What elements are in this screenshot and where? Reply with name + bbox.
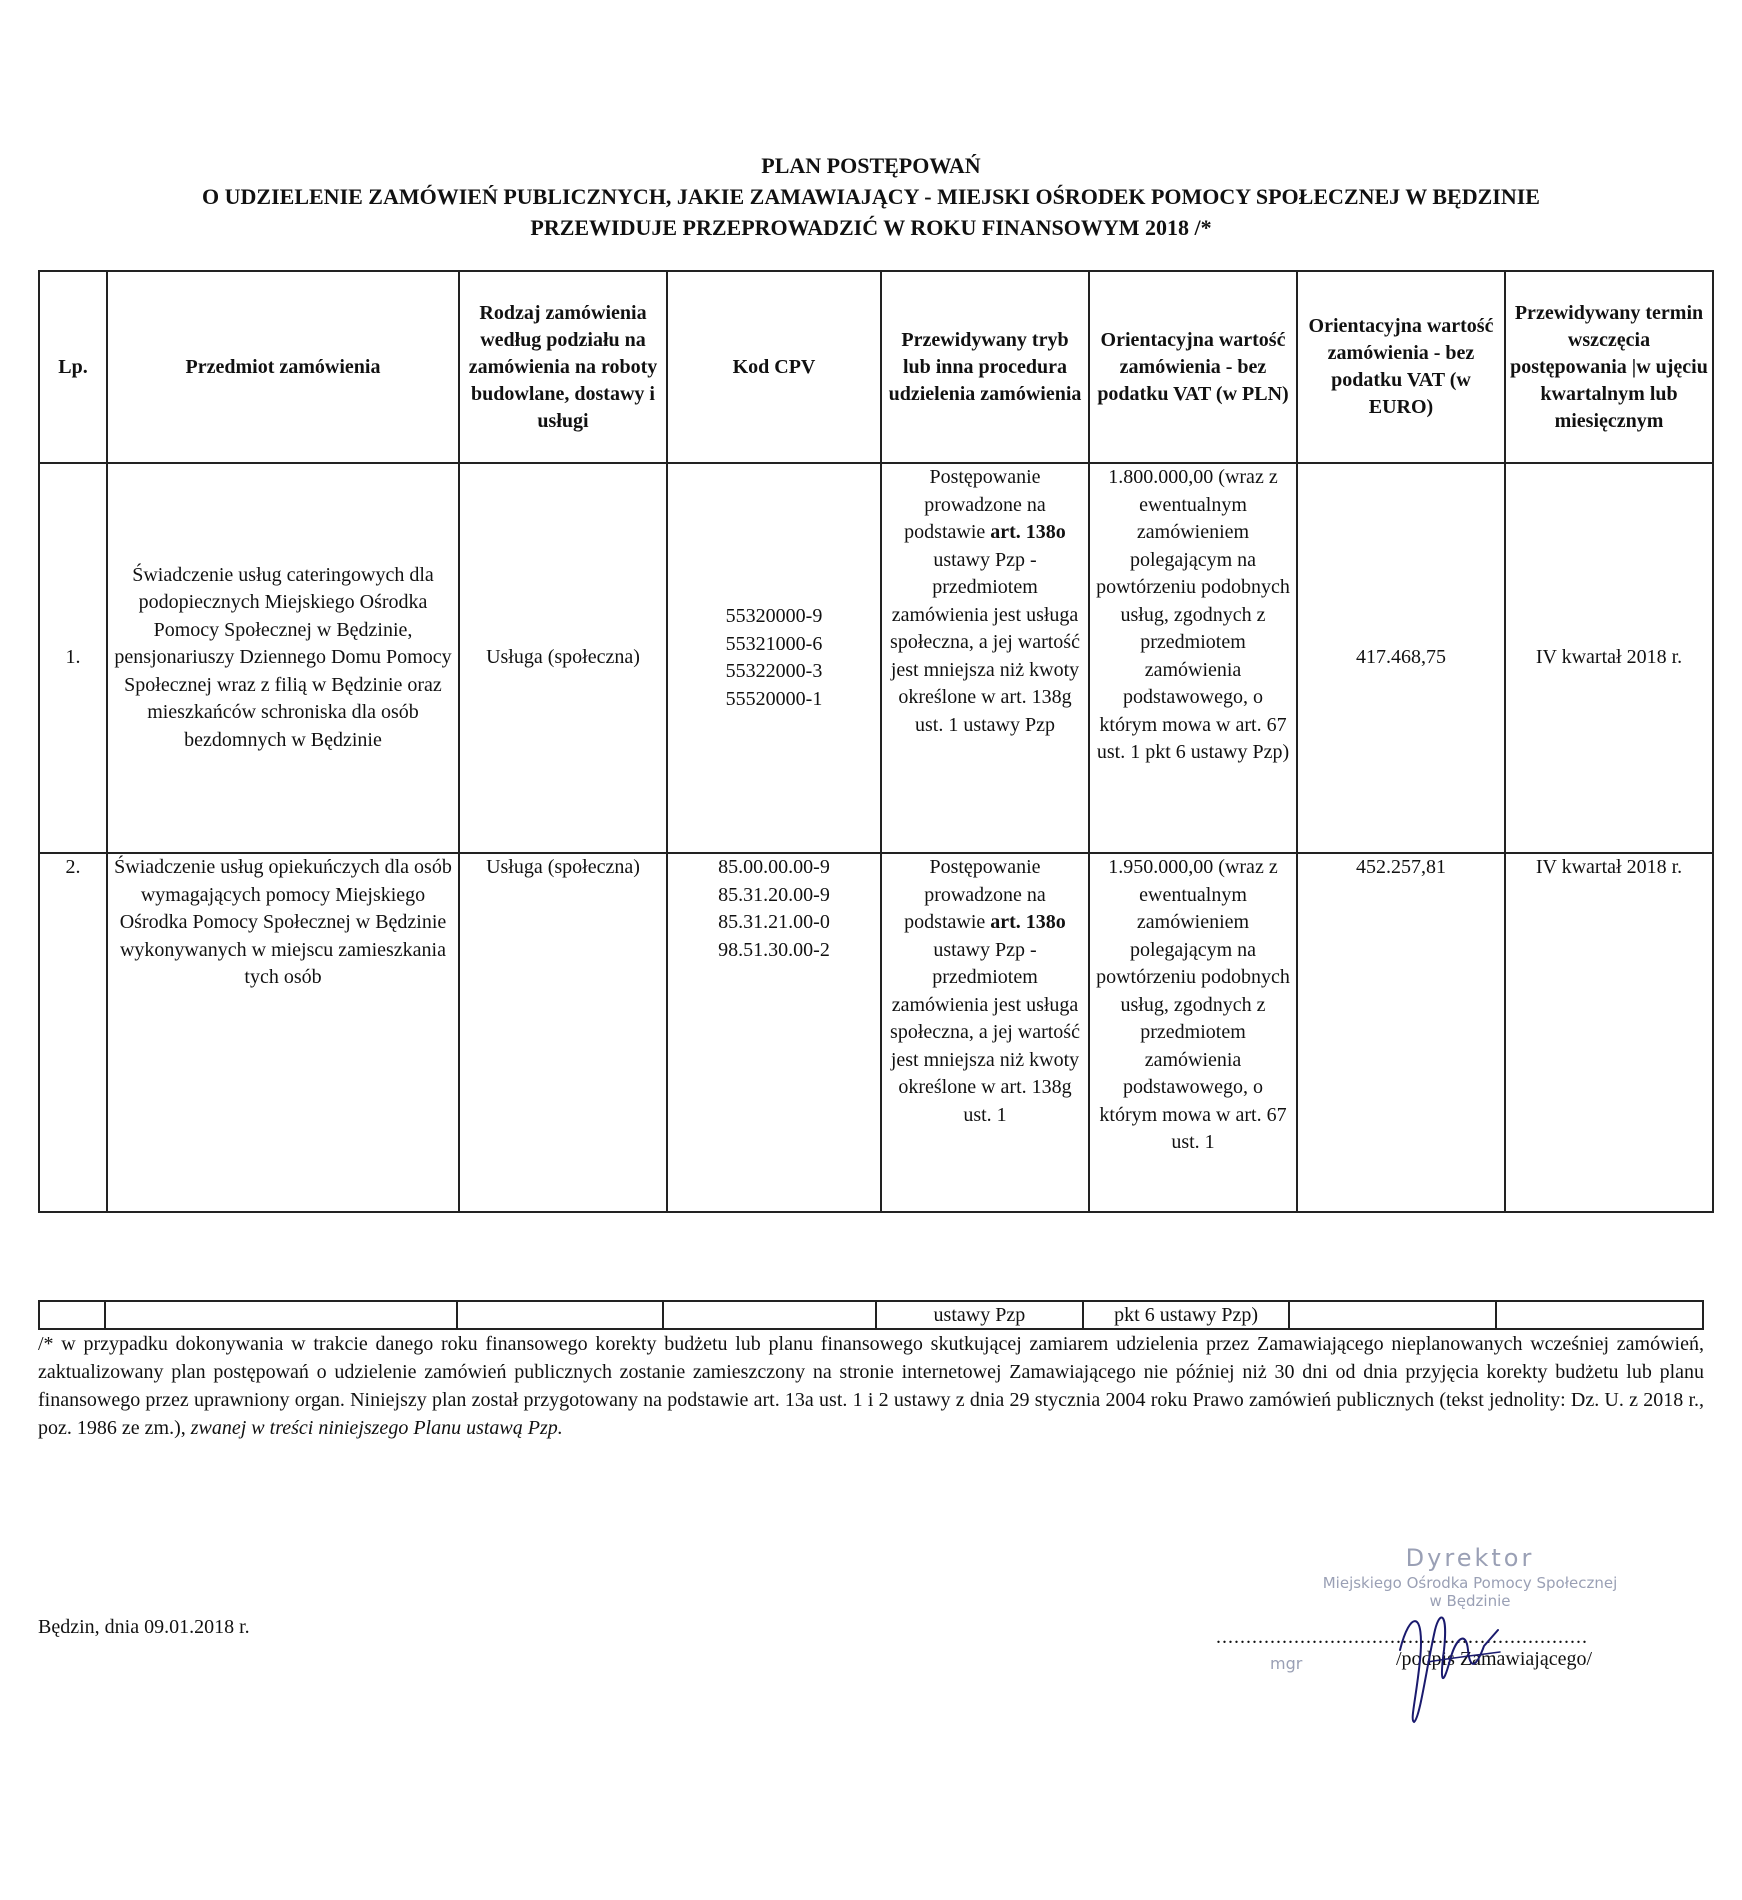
handwritten-signature	[1380, 1590, 1520, 1730]
row-type: Usługa (społeczna)	[459, 463, 667, 853]
header-lp: Lp.	[39, 271, 107, 463]
table-row	[39, 853, 1713, 1212]
continuation-value-pln: pkt 6 ustawy Pzp)	[1083, 1301, 1290, 1329]
title-line-3: PRZEWIDUJE PRZEPROWADZIĆ W ROKU FINANSOWYM 2018 /*	[530, 215, 1212, 240]
stamp-line-2: w Będzinie	[1429, 1592, 1511, 1610]
row-value-eur: 417.468,75	[1297, 463, 1505, 853]
continuation-cell	[1289, 1301, 1496, 1329]
header-value-pln: Orientacyjna wartość zamówienia - bez podatku VAT (w PLN)	[1089, 271, 1297, 463]
row-value-eur: 452.257,81	[1297, 853, 1505, 1212]
row-mode	[881, 463, 1089, 853]
mode-article: art. 138o	[990, 911, 1066, 933]
cpv-code: 85.00.00.00-9	[718, 856, 830, 878]
header-value-eur: Orientacyjna wartość zamówienia - bez podatku VAT (w EURO)	[1297, 271, 1505, 463]
row-subject	[107, 463, 459, 853]
cpv-code: 98.51.30.00-2	[718, 938, 830, 961]
mode-article: art. 138o	[990, 521, 1066, 543]
footnote	[38, 1330, 1704, 1442]
footnote-italic: zwanej w treści niniejszego Planu ustawą Pzp.	[190, 1417, 563, 1439]
title-line-2: O UDZIELENIE ZAMÓWIEŃ PUBLICZNYCH, JAKIE ZAMAWIAJĄCY - MIEJSKI OŚRODEK POMOCY SPOŁECZNEJ W BĘDZINIE	[202, 184, 1540, 209]
mode-post: ustawy Pzp - przedmiotem zamówienia jest usługa społeczna, a jej wartość jest mniejsza niż kwoty określone w art. 138g ust. 1 ustawy Pzp	[890, 548, 1080, 736]
row-term: IV kwartał 2018 r.	[1505, 463, 1713, 853]
stamp-line-1: Miejskiego Ośrodka Pomocy Społecznej	[1322, 1574, 1618, 1592]
document-title	[0, 150, 1742, 243]
row-lp: 2.	[39, 853, 107, 1212]
row-term: IV kwartał 2018 r.	[1505, 853, 1713, 1212]
header-subject: Przedmiot zamówienia	[107, 271, 459, 463]
row-subject-text: Świadczenie usług cateringowych dla podopiecznych Miejskiego Ośrodka Pomocy Społecznej w Będzinie, pensjonariuszy Dziennego Domu Pomocy Społecznej wraz z filią w Będzinie oraz mieszkańców schroniska dla osób bezdomnych w Będzinie	[114, 563, 452, 751]
header-type: Rodzaj zamówienia według podziału na zamówienia na roboty budowlane, dostawy i usługi	[459, 271, 667, 463]
continuation-cell	[457, 1301, 664, 1329]
header-term: Przewidywany termin wszczęcia postępowania |w ujęciu kwartalnym lub miesięcznym	[1505, 271, 1713, 463]
row-subject: Świadczenie usług opiekuńczych dla osób wymagających pomocy Miejskiego Ośrodka Pomocy Społecznej w Będzinie wykonywanych w miejscu zamieszkania tych osób	[107, 853, 459, 1212]
stamp-line-3: mgr	[1270, 1654, 1303, 1673]
continuation-cell	[663, 1301, 876, 1329]
mode-post: ustawy Pzp - przedmiotem zamówienia jest usługa społeczna, a jej wartość jest mniejsza niż kwoty określone w art. 138g ust. 1	[890, 938, 1080, 1126]
row-cpv	[667, 853, 881, 1212]
mode-pre: Postępowanie prowadzone na podstawie	[904, 466, 1046, 543]
continuation-cell	[105, 1301, 456, 1329]
row-cpv	[667, 463, 881, 853]
cpv-code: 55321000-6	[725, 632, 823, 655]
table-row	[39, 463, 1713, 853]
cpv-code: 85.31.21.00-0	[718, 911, 830, 933]
continuation-mode: ustawy Pzp	[876, 1301, 1083, 1329]
header-cpv: Kod CPV	[667, 271, 881, 463]
cpv-code: 55320000-9	[725, 605, 823, 627]
footnote-text: /* w przypadku dokonywania w trakcie danego roku finansowego korekty budżetu lub planu finansowego skutkującej zamiarem udzielenia przez Zamawiającego nieplanowanych wcześniej zamówień, zaktualizowany plan postępowań o udzielenie zamówień publicznych zostanie zamieszczony na stronie internetowej Zamawiającego nie później niż 30 dni od dnia przyjęcia korekty budżetu lub planu finansowego przez uprawniony organ. Niniejszy plan został przygotowany na podstawie art. 13a ust. 1 i 2 ustawy z dnia 29 stycznia 2004 roku Prawo zamówień publicznych (tekst jednolity: Dz. U. z 2018 r., poz. 1986 ze zm.),	[38, 1333, 1704, 1439]
cpv-code: 55322000-3	[725, 660, 823, 682]
row-value-pln: 1.950.000,00 (wraz z ewentualnym zamówieniem polegającym na powtórzeniu podobnych usług, zgodnych z przedmiotem zamówienia podstawowego, o którym mowa w art. 67 ust. 1	[1089, 853, 1297, 1212]
cpv-code: 85.31.20.00-9	[718, 883, 830, 906]
title-line-1: PLAN POSTĘPOWAŃ	[761, 153, 981, 178]
row-type: Usługa (społeczna)	[459, 853, 667, 1212]
mode-pre: Postępowanie prowadzone na podstawie	[904, 856, 1046, 933]
continuation-row	[39, 1301, 1703, 1329]
signature-label: /podpis Zamawiającego/	[1396, 1648, 1593, 1670]
continuation-cell	[39, 1301, 105, 1329]
signature-line: ..............................................................	[1216, 1626, 1588, 1648]
continuation-cell	[1496, 1301, 1703, 1329]
cpv-code: 55520000-1	[725, 687, 823, 710]
place-date: Będzin, dnia 09.01.2018 r.	[38, 1616, 250, 1638]
row-value-pln: 1.800.000,00 (wraz z ewentualnym zamówieniem polegającym na powtórzeniu podobnych usług, zgodnych z przedmiotem zamówienia podstawowego, o którym mowa w art. 67 ust. 1 pkt 6 ustawy Pzp)	[1089, 463, 1297, 853]
table-header-row	[39, 271, 1713, 463]
row-lp: 1.	[39, 463, 107, 853]
row-mode	[881, 853, 1089, 1212]
procurement-plan-table	[38, 270, 1714, 1213]
continuation-table	[38, 1300, 1704, 1330]
header-mode: Przewidywany tryb lub inna procedura udzielenia zamówienia	[881, 271, 1089, 463]
stamp-title: Dyrektor	[1405, 1544, 1535, 1572]
